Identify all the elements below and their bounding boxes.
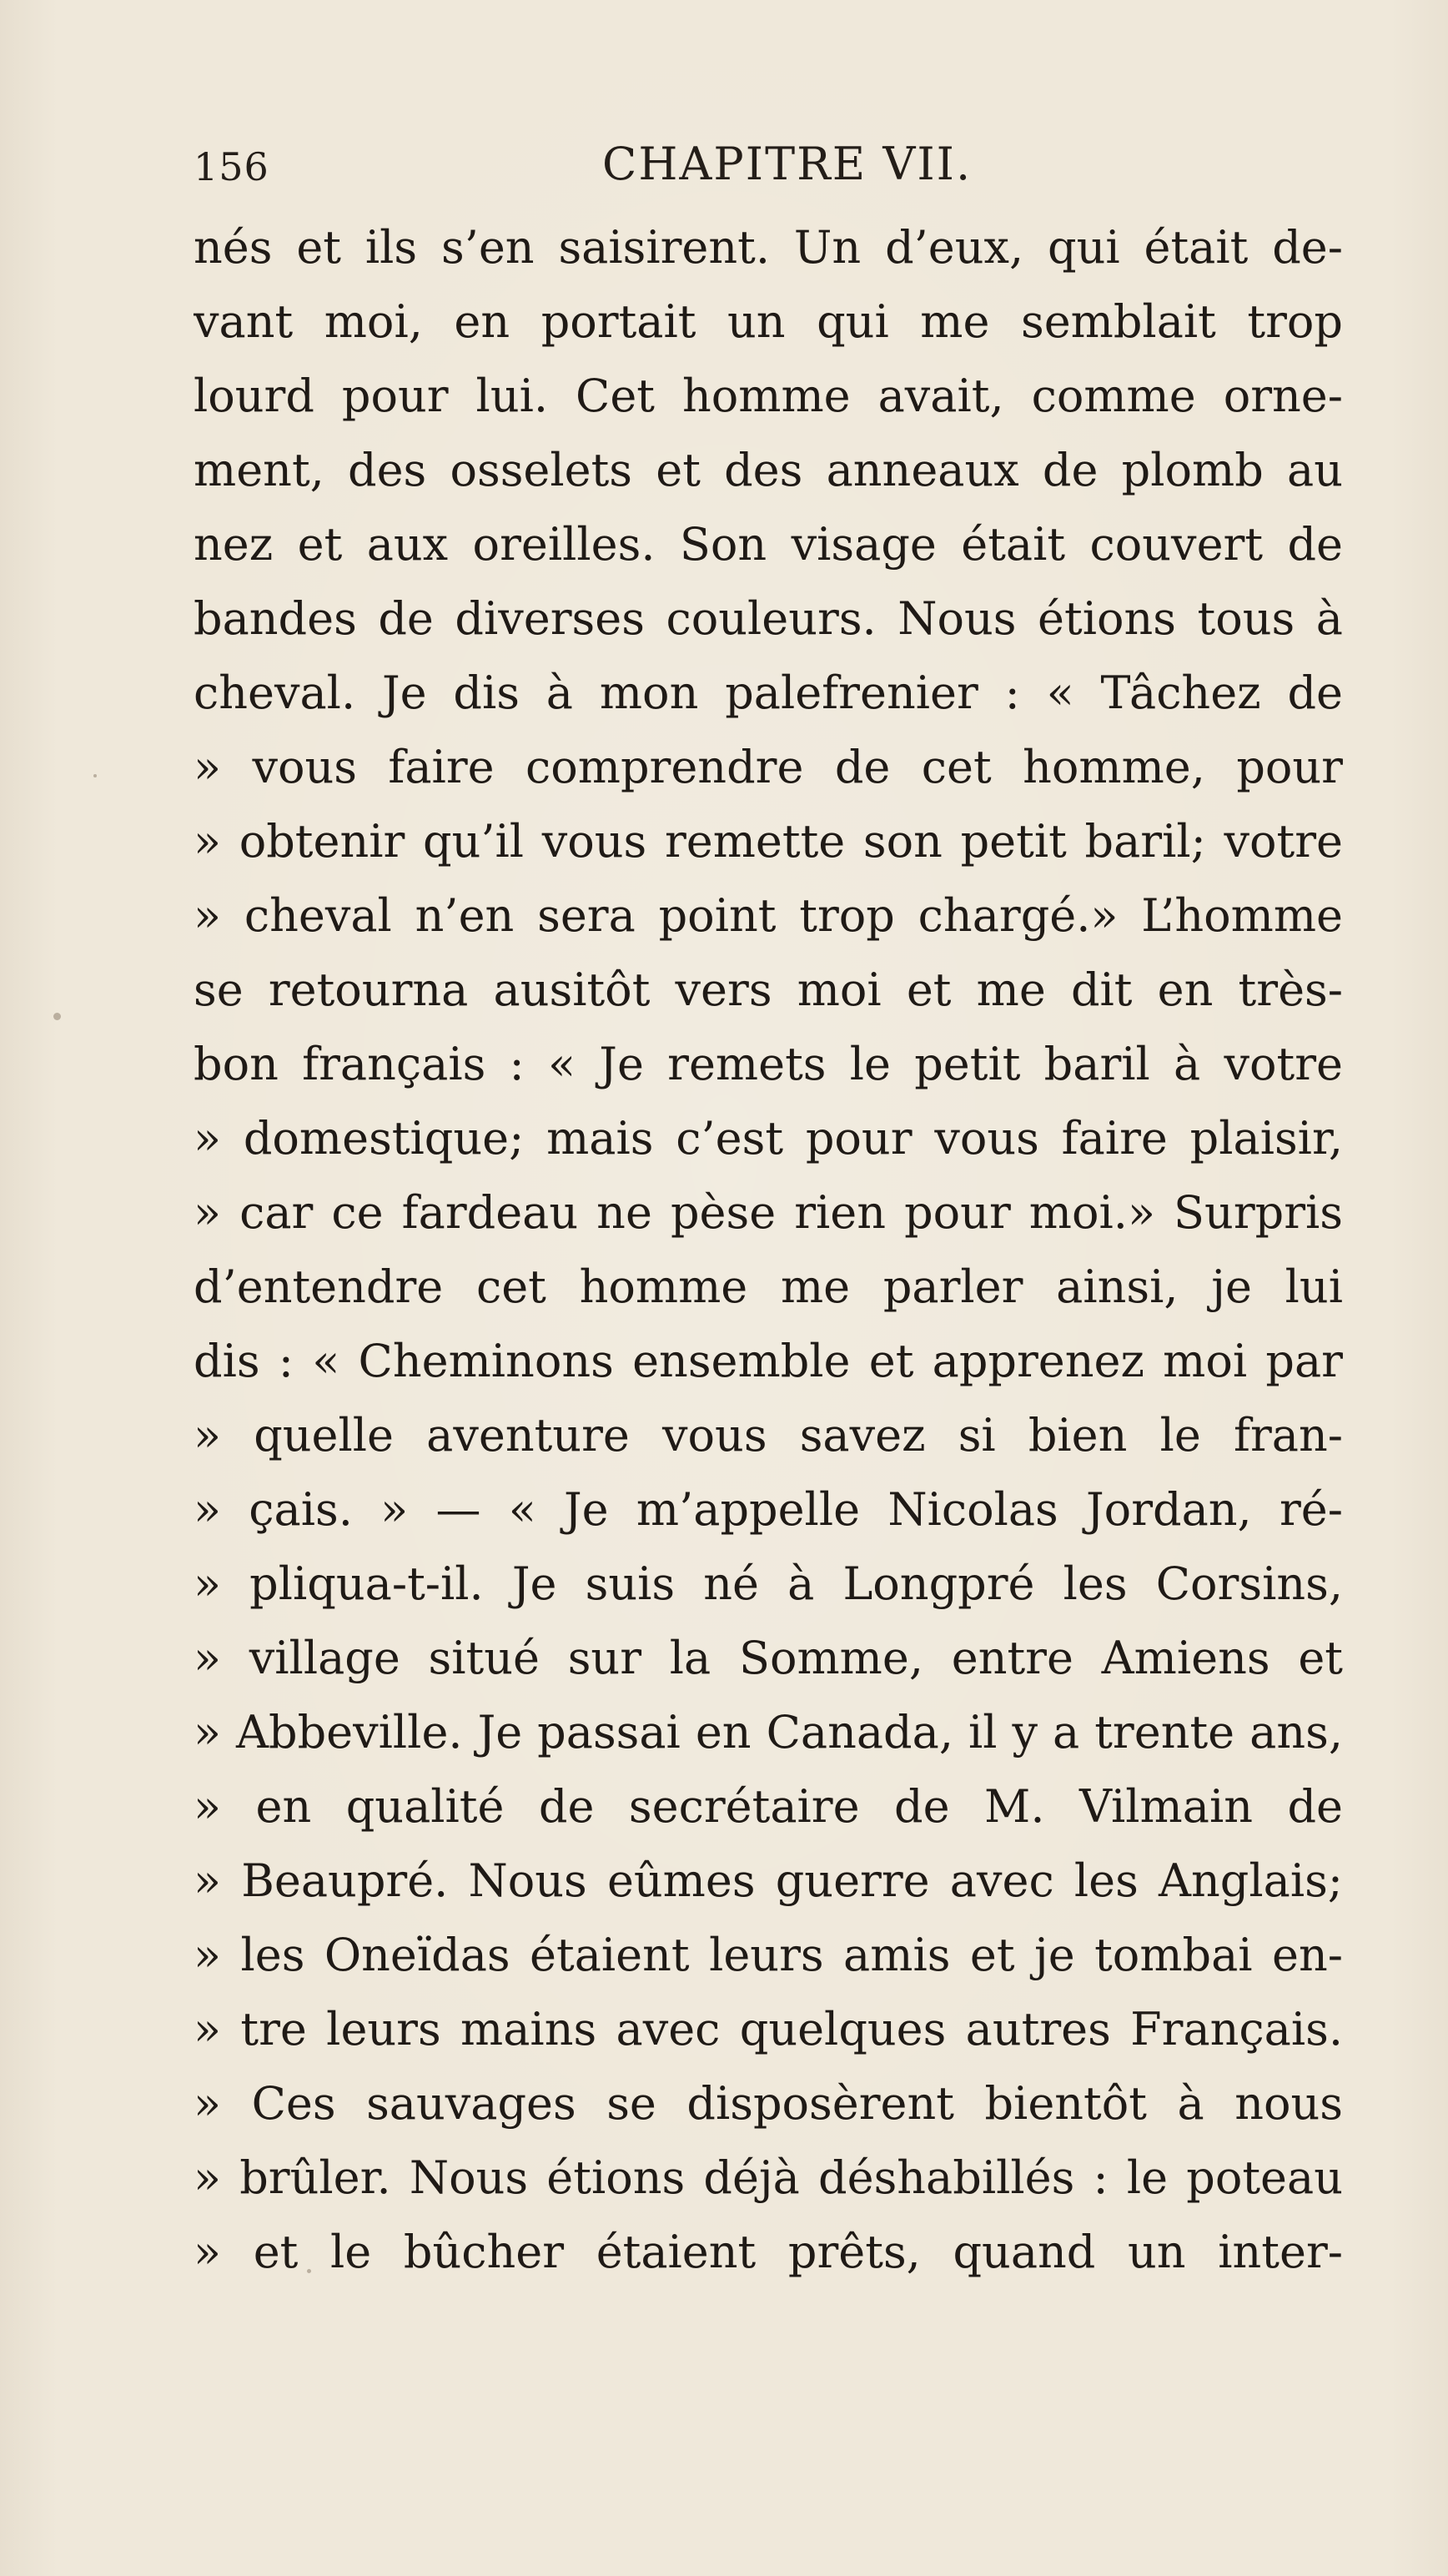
- text-line: bandes de diverses couleurs. Nous étions tous à: [194, 592, 1343, 645]
- text-line: bon français : « Je remets le petit baril à votre: [194, 1038, 1343, 1090]
- text-line: » vous faire comprendre de cet homme, pour: [194, 741, 1343, 793]
- text-line: nés et ils s’en saisirent. Un d’eux, qui était de-: [194, 221, 1343, 274]
- text-line: » obtenir qu’il vous remette son petit baril; votre: [194, 815, 1343, 868]
- text-line: dis : « Cheminons ensemble et apprenez moi par: [194, 1335, 1343, 1387]
- text-line: » tre leurs mains avec quelques autres Français.: [194, 2003, 1343, 2055]
- text-line: d’entendre cet homme me parler ainsi, je lui: [194, 1260, 1343, 1313]
- page-number: 156: [194, 144, 269, 189]
- page-header: [194, 138, 1375, 196]
- text-line: » et le bûcher étaient prêts, quand un inter-: [194, 2226, 1343, 2278]
- text-line: vant moi, en portait un qui me semblait trop: [194, 295, 1343, 348]
- text-line: » quelle aventure vous savez si bien le fran-: [194, 1409, 1343, 1462]
- chapter-title: CHAPITRE VII.: [602, 138, 973, 190]
- text-line: » village situé sur la Somme, entre Amiens et: [194, 1632, 1343, 1684]
- text-line: » Ces sauvages se disposèrent bientôt à nous: [194, 2077, 1343, 2130]
- body-text: [194, 210, 1343, 2289]
- text-line: cheval. Je dis à mon palefrenier : « Tâchez de: [194, 667, 1343, 719]
- paper-speck: [53, 1013, 61, 1020]
- paper-speck: [93, 774, 97, 777]
- text-line: » en qualité de secrétaire de M. Vilmain de: [194, 1780, 1343, 1833]
- text-line: se retourna ausitôt vers moi et me dit en très-: [194, 963, 1343, 1016]
- paper-speck: [307, 2269, 311, 2273]
- text-line: » brûler. Nous étions déjà déshabillés : le poteau: [194, 2151, 1343, 2204]
- text-line: » car ce fardeau ne pèse rien pour moi.» Surpris: [194, 1186, 1343, 1239]
- text-line: » les Oneïdas étaient leurs amis et je tombai en-: [194, 1929, 1343, 1981]
- text-line: » çais. » — « Je m’appelle Nicolas Jordan, ré-: [194, 1483, 1343, 1536]
- text-line: lourd pour lui. Cet homme avait, comme orne-: [194, 370, 1343, 422]
- text-line: » Beaupré. Nous eûmes guerre avec les Anglais;: [194, 1854, 1343, 1907]
- text-line: » Abbeville. Je passai en Canada, il y a trente ans,: [194, 1706, 1343, 1758]
- text-line: » pliqua-t-il. Je suis né à Longpré les Corsins,: [194, 1557, 1343, 1610]
- text-line: nez et aux oreilles. Son visage était couvert de: [194, 518, 1343, 571]
- text-line: » domestique; mais c’est pour vous faire plaisir,: [194, 1112, 1343, 1165]
- text-line: ment, des osselets et des anneaux de plomb au: [194, 444, 1343, 496]
- text-line: » cheval n’en sera point trop chargé.» L’homme: [194, 889, 1343, 942]
